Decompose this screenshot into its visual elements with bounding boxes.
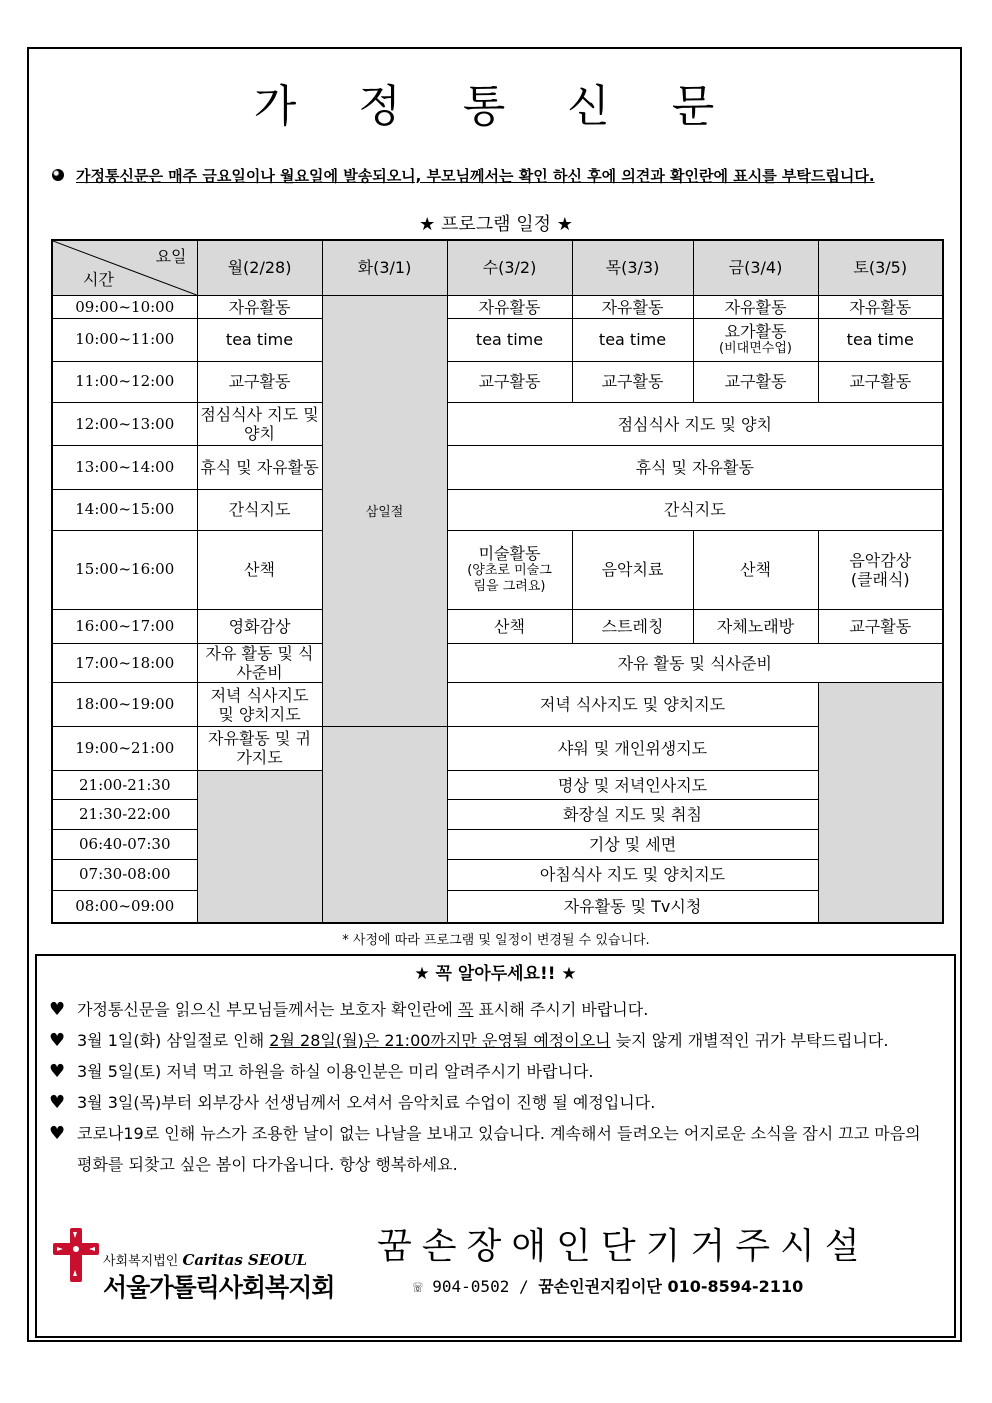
activity-cell: 저녁 식사지도 및 양치지도 [197, 683, 322, 726]
corner-day-label: 요일 [155, 247, 187, 266]
table-row [52, 644, 943, 683]
heart-icon: ♥ [49, 1061, 66, 1082]
item-text: 표시해 주시기 바랍니다. [473, 1000, 649, 1019]
activity-cell: 교구활동 [693, 361, 818, 402]
schedule-table-wrap [51, 239, 942, 924]
activity-cell: 산책 [693, 531, 818, 610]
activity-cell: 간식지도 [197, 489, 322, 530]
activity-cell: 산책 [447, 609, 572, 643]
logo-sub-prefix: 사회복지법인 [103, 1254, 183, 1269]
table-row [52, 319, 943, 361]
time-cell: 14:00~15:00 [52, 489, 197, 530]
time-cell: 08:00~09:00 [52, 891, 197, 923]
time-cell: 16:00~17:00 [52, 609, 197, 643]
activity-cell [447, 531, 572, 610]
day-header: 목(3/3) [572, 240, 693, 295]
activity-cell: 자유활동 [818, 295, 943, 318]
day-header: 수(3/2) [447, 240, 572, 295]
time-cell: 11:00~12:00 [52, 361, 197, 402]
list-item [49, 1118, 929, 1180]
time-cell: 15:00~16:00 [52, 531, 197, 610]
activity-cell: 자유활동 [197, 295, 322, 318]
time-cell: 19:00~21:00 [52, 726, 197, 770]
bullet-icon [52, 169, 64, 181]
list-item [49, 994, 929, 1025]
day-header: 화(3/1) [322, 240, 447, 295]
activity-note: (비대면수업) [719, 341, 792, 357]
intro-notice [52, 166, 932, 187]
table-row [52, 402, 943, 445]
corner-time-label: 시간 [83, 269, 114, 289]
empty-shaded-cell [197, 771, 322, 923]
activity-cell [693, 319, 818, 361]
heart-icon: ♥ [49, 999, 66, 1020]
logo-name: 서울가톨릭사회복지회 [103, 1273, 335, 1302]
caritas-logo [51, 1220, 335, 1304]
time-cell: 12:00~13:00 [52, 402, 197, 445]
item-text: 3월 3일(목)부터 외부강사 선생님께서 오셔서 음악치료 수업이 진행 될 예정입니다. [77, 1093, 656, 1112]
table-row [52, 771, 943, 800]
org-label: 꿈손인권지킴이단 [538, 1277, 662, 1296]
day-header: 금(3/4) [693, 240, 818, 295]
item-emphasis: 꼭 [457, 1000, 474, 1019]
activity-cell: 점심식사 지도 및 양치 [197, 402, 322, 445]
table-row [52, 295, 943, 318]
table-row [52, 446, 943, 489]
holiday-cell [322, 295, 447, 726]
activity-cell: 교구활동 [572, 361, 693, 402]
time-cell: 21:00-21:30 [52, 771, 197, 800]
heart-icon: ♥ [49, 1123, 66, 1144]
time-cell: 07:30-08:00 [52, 859, 197, 890]
activity-cell: 휴식 및 자유활동 [197, 446, 322, 489]
activity-cell: tea time [447, 319, 572, 361]
org-phone: 010-8594-2110 [661, 1277, 804, 1296]
item-text: 늦지 않게 개별적인 귀가 부탁드립니다. [610, 1031, 889, 1050]
item-text: 코로나19로 인해 뉴스가 조용한 날이 없는 나날을 보내고 있습니다. 계속해서 들려오는 어지로운 소식을 잠시 끄고 마음의 평화를 되찾고 싶은 봄이 다가옵니다. 항상 행복하세요. [77, 1124, 921, 1174]
activity-cell: 음악치료 [572, 531, 693, 610]
activity-cell: 명상 및 저녁인사지도 [447, 771, 818, 800]
activity-label: 요가활동 [724, 322, 787, 342]
table-row [52, 891, 943, 923]
notice-box [35, 954, 956, 1338]
activity-cell: 간식지도 [447, 489, 943, 530]
activity-cell: 아침식사 지도 및 양치지도 [447, 859, 818, 890]
table-row [52, 726, 943, 770]
activity-cell: 산책 [197, 531, 322, 610]
time-cell: 09:00~10:00 [52, 295, 197, 318]
activity-cell: tea time [572, 319, 693, 361]
table-row [52, 829, 943, 859]
activity-cell: 휴식 및 자유활동 [447, 446, 943, 489]
item-text: 3월 5일(토) 저녁 먹고 하원을 하실 이용인분은 미리 알려주시기 바랍니다. [77, 1062, 594, 1081]
schedule-footnote: * 사정에 따라 프로그램 및 일정이 변경될 수 있습니다. [342, 933, 650, 948]
empty-shaded-cell [818, 683, 943, 923]
activity-cell: 샤워 및 개인위생지도 [447, 726, 818, 770]
heart-icon: ♥ [49, 1030, 66, 1051]
activity-cell: 교구활동 [197, 361, 322, 402]
activity-cell: 교구활동 [447, 361, 572, 402]
empty-shaded-cell [322, 726, 447, 923]
time-cell: 10:00~11:00 [52, 319, 197, 361]
table-row [52, 489, 943, 530]
table-row [52, 609, 943, 643]
activity-cell: 스트레칭 [572, 609, 693, 643]
time-cell: 18:00~19:00 [52, 683, 197, 726]
header-row [52, 240, 943, 295]
item-text: 가정통신문을 읽으신 부모님들께서는 보호자 확인란에 [77, 1000, 458, 1019]
contact-line [413, 1274, 803, 1297]
phone-number: ☏ 904-0502 / [413, 1277, 539, 1296]
day-header: 월(2/28) [197, 240, 322, 295]
activity-cell: tea time [197, 319, 322, 361]
notice-box-title: ★ 꼭 알아두세요!! ★ [414, 964, 577, 984]
facility-name: 꿈손장애인단기거주시설 [377, 1226, 870, 1267]
activity-cell: 교구활동 [818, 609, 943, 643]
time-cell: 21:30-22:00 [52, 800, 197, 829]
activity-cell: 자유활동 [447, 295, 572, 318]
activity-note: (양초로 미술그림을 그려요) [467, 563, 552, 595]
activity-cell: 자유활동 및 Tv시청 [447, 891, 818, 923]
heart-icon: ♥ [49, 1092, 66, 1113]
day-header: 토(3/5) [818, 240, 943, 295]
caritas-cross-icon [51, 1226, 101, 1284]
activity-cell: 영화감상 [197, 609, 322, 643]
activity-cell: 기상 및 세면 [447, 829, 818, 859]
activity-cell: 자유 활동 및 식사준비 [447, 644, 943, 683]
activity-cell: 저녁 식사지도 및 양치지도 [447, 683, 818, 726]
schedule-title: ★ 프로그램 일정 ★ [419, 214, 573, 235]
logo-brand: Caritas SEOUL [182, 1251, 308, 1269]
table-row [52, 361, 943, 402]
list-item [49, 1087, 929, 1118]
corner-cell [52, 240, 197, 295]
notice-list [49, 994, 929, 1180]
schedule-table [51, 239, 944, 924]
table-row [52, 859, 943, 890]
activity-label: 미술활동 [478, 544, 541, 564]
activity-cell: 음악감상 (클래식) [818, 531, 943, 610]
item-emphasis: 2월 28일(월)은 21:00까지만 운영될 예정이오니 [269, 1031, 611, 1050]
activity-cell: 자유 활동 및 식사준비 [197, 644, 322, 683]
time-cell: 13:00~14:00 [52, 446, 197, 489]
activity-cell: 자유활동 [693, 295, 818, 318]
intro-notice-text: 가정통신문은 매주 금요일이나 월요일에 발송되오니, 부모님께서는 확인 하신 후에 의견과 확인란에 표시를 부탁드립니다. [76, 167, 875, 185]
activity-cell: tea time [818, 319, 943, 361]
activity-cell: 교구활동 [818, 361, 943, 402]
page-title: 가 정 통 신 문 [253, 81, 739, 132]
table-row [52, 683, 943, 726]
holiday-label: 삼일절 [365, 504, 404, 520]
activity-cell: 점심식사 지도 및 양치 [447, 402, 943, 445]
table-row [52, 531, 943, 610]
activity-cell: 자체노래방 [693, 609, 818, 643]
activity-cell: 화장실 지도 및 취침 [447, 800, 818, 829]
table-row [52, 800, 943, 829]
activity-cell: 자유활동 및 귀가지도 [197, 726, 322, 770]
time-cell: 06:40-07:30 [52, 829, 197, 859]
activity-cell: 자유활동 [572, 295, 693, 318]
logo-subtitle [103, 1250, 307, 1269]
list-item [49, 1056, 929, 1087]
list-item [49, 1025, 929, 1056]
item-text: 3월 1일(화) 삼일절로 인해 [77, 1031, 270, 1050]
time-cell: 17:00~18:00 [52, 644, 197, 683]
